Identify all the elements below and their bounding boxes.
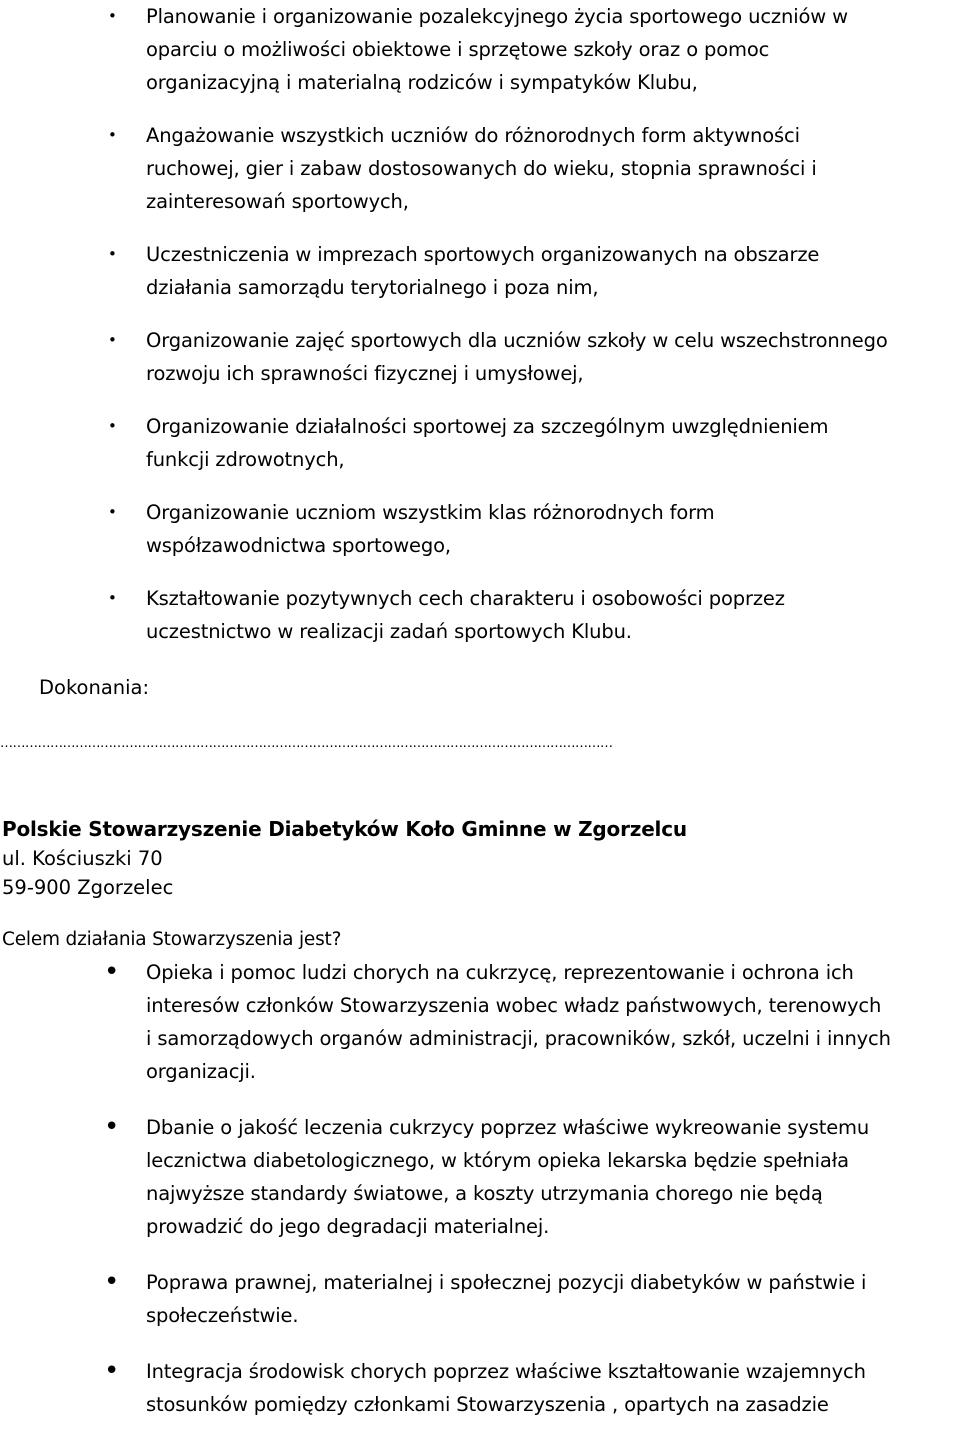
list-item [0, 1266, 960, 1332]
list-item-line: Poprawa prawnej, materialnej i społecznej pozycji diabetyków w państwie i [146, 1271, 867, 1294]
list-item [0, 238, 960, 304]
bullet-icon: • [108, 126, 117, 144]
list-item-line: Uczestniczenia w imprezach sportowych organizowanych na obszarze [146, 243, 820, 266]
list-item-line: zainteresowań sportowych, [146, 190, 409, 213]
list-item-line: Angażowanie wszystkich uczniów do różnorodnych form aktywności [146, 124, 800, 147]
dotted-separator: ………………………………………………………………………………………………………………………………… [0, 736, 613, 751]
goal-label: Celem działania Stowarzyszenia jest? [2, 929, 342, 950]
list-item-line: funkcji zdrowotnych, [146, 448, 345, 471]
list-item-line: Organizowanie zajęć sportowych dla uczniów szkoły w celu wszechstronnego [146, 329, 888, 352]
list-item-line: organizacyjną i materialną rodziców i sympatyków Klubu, [146, 71, 698, 94]
list-item [0, 410, 960, 476]
list-item [0, 0, 960, 99]
bullet-icon: • [108, 331, 117, 349]
list-item-line: społeczeństwie. [146, 1304, 299, 1327]
list-item [0, 582, 960, 648]
bullet-icon: • [108, 245, 117, 263]
list-item-line: działania samorządu terytorialnego i poza nim, [146, 276, 599, 299]
list-item [0, 496, 960, 562]
list-item-line: interesów członków Stowarzyszenia wobec władz państwowych, terenowych [146, 994, 882, 1017]
bullet-icon: • [108, 503, 117, 521]
sport-club-tasks-list [0, 0, 960, 668]
list-item-line: uczestnictwo w realizacji zadań sportowych Klubu. [146, 620, 632, 643]
achievements-label: Dokonania: [39, 676, 150, 699]
list-item-line: ruchowej, gier i zabaw dostosowanych do wieku, stopnia sprawności i [146, 157, 817, 180]
list-item [0, 324, 960, 390]
list-item-line: Integracja środowisk chorych poprzez właściwe kształtowanie wzajemnych [146, 1360, 866, 1383]
bullet-icon: • [104, 1112, 120, 1142]
organization-street: ul. Kościuszki 70 [2, 847, 163, 870]
organization-city: 59-900 Zgorzelec [2, 876, 174, 899]
list-item-line: Organizowanie uczniom wszystkim klas różnorodnych form [146, 501, 715, 524]
list-item-line: i samorządowych organów administracji, pracowników, szkół, uczelni i innych [146, 1027, 891, 1050]
organization-name: Polskie Stowarzyszenie Diabetyków Koło Gminne w Zgorzelcu [2, 817, 687, 841]
bullet-icon: • [104, 957, 120, 987]
list-item-line: prowadzić do jego degradacji materialnej. [146, 1215, 550, 1238]
list-item-line: Planowanie i organizowanie pozalekcyjnego życia sportowego uczniów w [146, 5, 848, 28]
list-item-line: Kształtowanie pozytywnych cech charakteru i osobowości poprzez [146, 587, 785, 610]
association-goals-list [0, 956, 960, 1444]
list-item-line: Dbanie o jakość leczenia cukrzycy poprzez właściwe wykreowanie systemu [146, 1116, 870, 1139]
list-item [0, 956, 960, 1088]
list-item-line: rozwoju ich sprawności fizycznej i umysłowej, [146, 362, 584, 385]
list-item-line: stosunków pomiędzy członkami Stowarzyszenia , opartych na zasadzie [146, 1393, 829, 1416]
list-item-line: Opieka i pomoc ludzi chorych na cukrzycę, reprezentowanie i ochrona ich [146, 961, 854, 984]
bullet-icon: • [104, 1267, 120, 1297]
bullet-icon: • [108, 417, 117, 435]
list-item [0, 1355, 960, 1421]
list-item-line: najwyższe standardy światowe, a koszty utrzymania chorego nie będą [146, 1182, 823, 1205]
bullet-icon: • [108, 589, 117, 607]
list-item-line: lecznictwa diabetologicznego, w którym opieka lekarska będzie spełniała [146, 1149, 849, 1172]
list-item [0, 119, 960, 218]
list-item-line: organizacji. [146, 1060, 256, 1083]
list-item-line: Organizowanie działalności sportowej za szczególnym uwzględnieniem [146, 415, 829, 438]
bullet-icon: • [108, 7, 117, 25]
list-item-line: oparciu o możliwości obiektowe i sprzętowe szkoły oraz o pomoc [146, 38, 770, 61]
list-item [0, 1111, 960, 1243]
list-item-line: współzawodnictwa sportowego, [146, 534, 451, 557]
bullet-icon: • [104, 1356, 120, 1386]
